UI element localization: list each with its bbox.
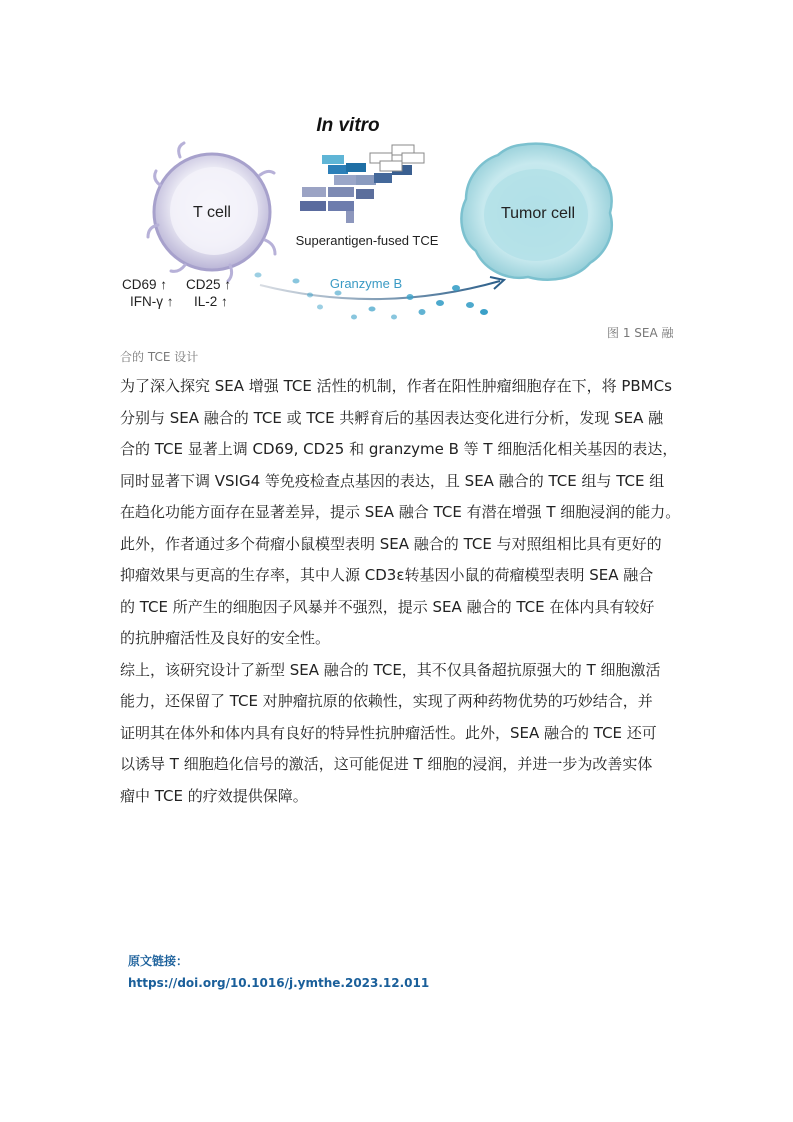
paragraph-line: 在趋化功能方面存在显著差异，提示 SEA 融合 TCE 有潜在增强 T 细胞浸润的能力。 bbox=[120, 503, 681, 521]
paragraph-line: 综上，该研究设计了新型 SEA 融合的 TCE，其不仅具备超抗原强大的 T 细胞激活 bbox=[120, 660, 661, 679]
paragraph-line: 的 TCE 所产生的细胞因子风暴并不强烈，提示 SEA 融合的 TCE 在体内具有较好 bbox=[120, 597, 655, 616]
marker-ifn-gamma: IFN-γ ↑ bbox=[130, 294, 174, 309]
granzyme-label: Granzyme B bbox=[329, 276, 403, 291]
paragraph-line: 能力，还保留了 TCE 对肿瘤抗原的依赖性，实现了两种药物优势的巧妙结合，并 bbox=[120, 692, 653, 710]
paragraph-line: 以诱导 T 细胞趋化信号的激活，这可能促进 T 细胞的浸润，并进一步为改善实体 bbox=[120, 755, 653, 773]
figure-caption-part1: 图 1 SEA 融 bbox=[607, 326, 674, 340]
figure-in-vitro bbox=[110, 105, 680, 340]
source-link-label: 原文链接： bbox=[128, 954, 189, 968]
marker-cd25: CD25 ↑ bbox=[186, 277, 232, 292]
paragraph-3 bbox=[120, 655, 680, 813]
paragraph-line: 瘤中 TCE 的疗效提供保障。 bbox=[120, 786, 308, 805]
paragraph-line: 此外，作者通过多个荷瘤小鼠模型表明 SEA 融合的 TCE 与对照组相比具有更好的 bbox=[120, 534, 662, 553]
tce-molecule-icon bbox=[300, 145, 424, 223]
tce-label: Superantigen-fused TCE bbox=[295, 233, 439, 248]
source-link-block bbox=[128, 950, 429, 994]
paragraph-line: 分别与 SEA 融合的 TCE 或 TCE 共孵育后的基因表达变化进行分析，发现 SEA 融 bbox=[120, 408, 664, 427]
paragraph-line: 为了深入探究 SEA 增强 TCE 活性的机制，作者在阳性肿瘤细胞存在下，将 PBMCs bbox=[120, 377, 672, 395]
paragraph-line: 的抗肿瘤活性及良好的安全性。 bbox=[120, 629, 331, 647]
paragraph-line: 同时显著下调 VSIG4 等免疫检查点基因的表达，且 SEA 融合的 TCE 组与 TCE 组 bbox=[120, 471, 665, 490]
figure-caption-part2: 合的 TCE 设计 bbox=[120, 350, 199, 364]
paragraph-1 bbox=[120, 371, 680, 529]
paragraph-line: 证明其在体外和体内具有良好的特异性抗肿瘤活性。此外，SEA 融合的 TCE 还可 bbox=[120, 723, 657, 742]
marker-il-2: IL-2 ↑ bbox=[194, 294, 228, 309]
article-body bbox=[120, 371, 680, 812]
marker-cd69: CD69 ↑ bbox=[122, 277, 168, 292]
tumor-cell-label: Tumor cell bbox=[500, 205, 576, 222]
paragraph-line: 合的 TCE 显著上调 CD69, CD25 和 granzyme B 等 T 细胞活化相关基因的表达， bbox=[120, 440, 678, 458]
paragraph-line: 抑瘤效果与更高的生存率，其中人源 CD3ε转基因小鼠的荷瘤模型表明 SEA 融合 bbox=[120, 566, 654, 584]
figure-illustration bbox=[110, 105, 680, 340]
source-link-url[interactable]: https://doi.org/10.1016/j.ymthe.2023.12.011 bbox=[128, 976, 430, 990]
paragraph-2 bbox=[120, 529, 680, 655]
t-cell-label: T cell bbox=[193, 204, 231, 221]
figure-title: In vitro bbox=[316, 115, 380, 136]
